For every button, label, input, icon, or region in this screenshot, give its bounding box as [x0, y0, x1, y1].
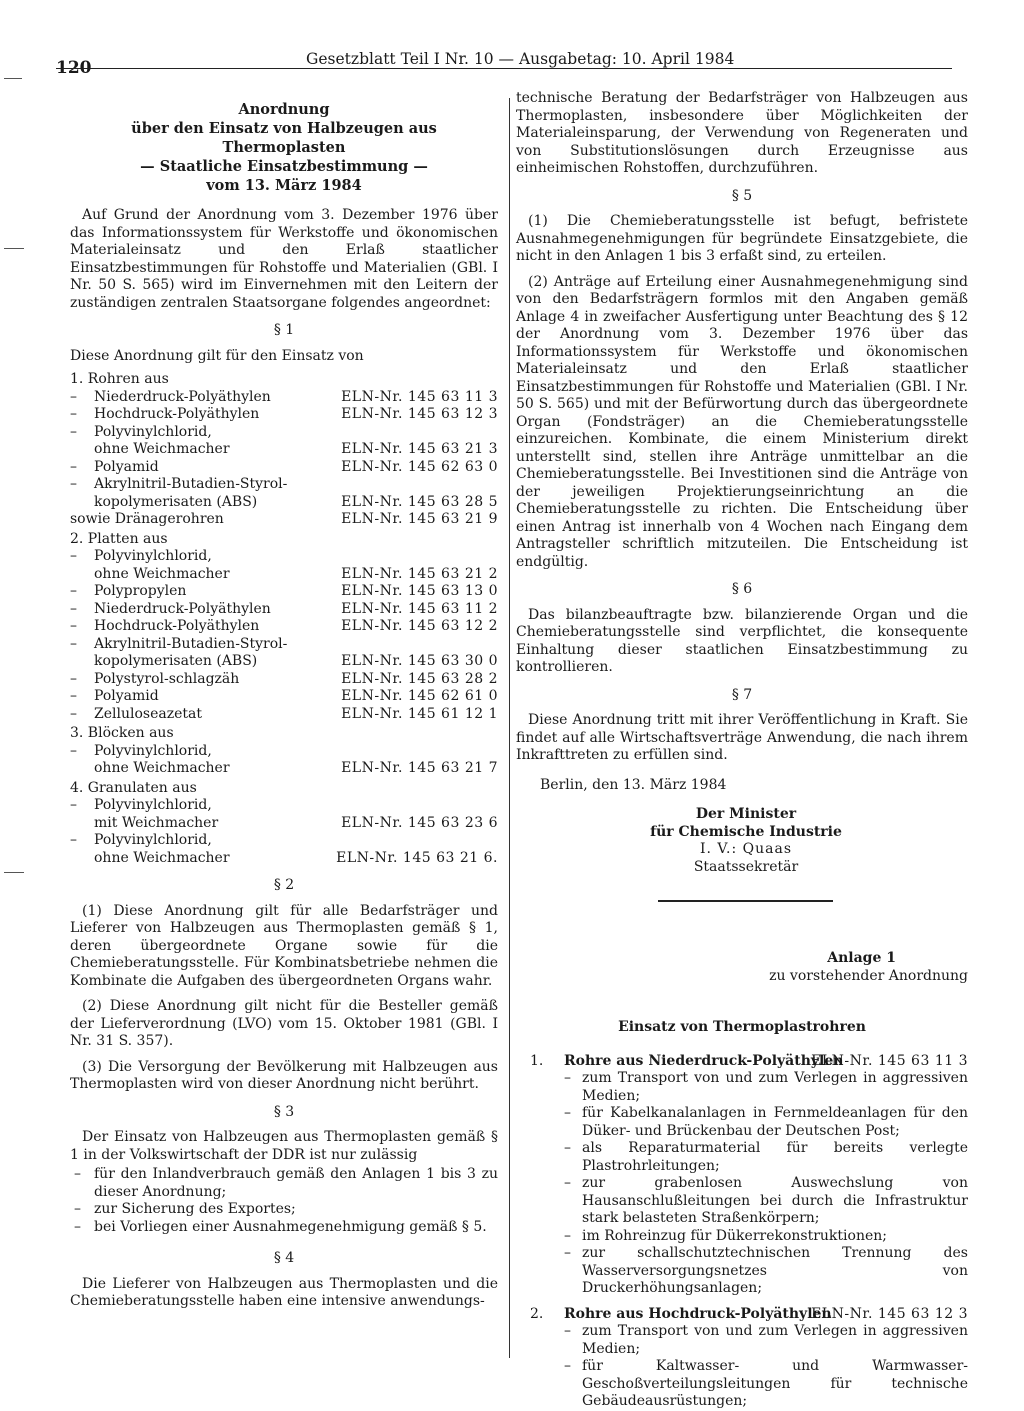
signatory-ministry: für Chemische Industrie: [650, 823, 842, 840]
section-2-paragraph-3: (3) Die Versorgung der Bevölkerung mit Halbzeugen aus Thermoplasten wird von dieser Anordnung nicht berührt.: [70, 1058, 498, 1092]
group-heading: 3. Blöcken aus: [70, 725, 174, 741]
material-name: – Polystyrol-schlagzäh: [70, 671, 498, 689]
eln-number: ELN-Nr. 145 63 21 2: [341, 565, 498, 582]
list-item: – für den Inlandverbrauch gemäß den Anlagen 1 bis 3 zu dieser Anordnung;: [70, 1166, 498, 1201]
section-7-paragraph: Diese Anordnung tritt mit ihrer Veröffentlichung in Kraft. Sie findet auf alle Wirtschaftsverträge Anwendung, die nach ihrem Inkrafttreten zu erfüllen sind.: [516, 712, 968, 763]
material-row: [70, 389, 498, 407]
eln-number: ELN-Nr. 145 63 21 7: [341, 760, 498, 776]
eln-number: ELN-Nr. 145 61 12 1: [341, 705, 498, 722]
signatory-role: Staatssekretär: [693, 858, 799, 875]
signature-rule: [658, 900, 833, 902]
material-name: – Niederdruck-Polyäthylen: [70, 601, 498, 619]
eln-number: ELN-Nr. 145 63 21 6.: [336, 849, 498, 866]
list-item: – zur Sicherung des Exportes;: [70, 1201, 498, 1219]
section-5-paragraph-1: (1) Die Chemieberatungsstelle ist befugt, befristete Ausnahmegenehmigungen für begründete Einsatzgebiete, die nicht in den Anlagen 1 bis 3 erfaßt sind, zu erteilen.: [516, 213, 968, 264]
section-heading: § 5: [731, 187, 753, 204]
header-rule: [56, 68, 952, 69]
margin-mark: [4, 78, 22, 79]
material-name: – Hochdruck-Polyäthylen: [70, 406, 498, 424]
eln-number: ELN-Nr. 145 63 11 3: [341, 388, 498, 405]
item-eln: ELN-Nr. 145 63 11 3: [811, 1052, 968, 1069]
annex-item-1: [516, 1053, 968, 1071]
material-row: [70, 832, 498, 867]
section-heading: § 7: [731, 686, 753, 703]
material-name-cont: ohne Weichmacher: [94, 441, 230, 457]
material-name: – Polyvinylchlorid,: [70, 797, 498, 815]
material-name: – Polyvinylchlorid,: [70, 424, 498, 442]
material-row: [70, 688, 498, 706]
margin-mark: [4, 872, 24, 873]
material-name-cont: kopolymerisaten (ABS): [94, 653, 258, 669]
section-3-lead: Der Einsatz von Halbzeugen aus Thermoplasten gemäß § 1 in der Volkswirtschaft der DDR ist nur zulässig: [70, 1129, 498, 1163]
material-row: [70, 671, 498, 689]
section-1-lead: Diese Anordnung gilt für den Einsatz von: [70, 347, 364, 364]
material-row: [70, 797, 498, 832]
title-line: vom 13. März 1984: [206, 177, 362, 194]
list-item: – zum Transport von und zum Verlegen in aggressiven Medien;: [516, 1323, 968, 1358]
material-row: [70, 601, 498, 619]
material-name-cont: kopolymerisaten (ABS): [94, 493, 258, 510]
list-item: – bei Vorliegen einer Ausnahmegenehmigung gemäß § 5.: [70, 1219, 498, 1237]
material-name-cont: mit Weichmacher: [94, 814, 219, 831]
material-row: [70, 636, 498, 671]
material-row: [70, 511, 498, 529]
material-list: [70, 371, 498, 867]
place-date: Berlin, den 13. März 1984: [540, 776, 727, 793]
section-heading: § 1: [273, 322, 295, 338]
eln-number: ELN-Nr. 145 62 61 0: [341, 688, 498, 704]
material-row: [70, 706, 498, 724]
material-name: – Polyvinylchlorid,: [70, 548, 498, 566]
annex-heading: Einsatz von Thermoplastrohren: [618, 1019, 866, 1035]
material-row: [70, 618, 498, 636]
list-item: – zur schallschutztechnischen Trennung des Wasserversorgungsnetzes von Druckerhöhungsanlagen;: [516, 1245, 968, 1298]
material-name-cont: ohne Weichmacher: [94, 849, 230, 866]
material-name-cont: ohne Weichmacher: [94, 565, 230, 582]
eln-number: ELN-Nr. 145 63 21 3: [341, 441, 498, 457]
section-heading: § 2: [273, 877, 295, 893]
list-item: – für Kaltwasser- und Warmwasser-Geschoßverteilungsleitungen für technische Gebäudeausrüstungen;: [516, 1358, 968, 1411]
annex-subtitle: zu vorstehender Anordnung: [769, 967, 968, 984]
title-line: — Staatliche Einsatzbestimmung —: [140, 158, 428, 175]
list-item: – im Rohreinzug für Dükerrekonstruktionen;: [516, 1228, 968, 1246]
material-name: – Polyamid: [70, 459, 498, 477]
material-row: [70, 583, 498, 601]
left-column: [70, 100, 498, 1319]
annex-item-2: [516, 1306, 968, 1324]
material-row: [70, 424, 498, 459]
material-row: [70, 476, 498, 511]
material-name-cont: ohne Weichmacher: [94, 760, 230, 776]
title-line: Anordnung: [238, 101, 330, 118]
material-name: – Polyamid: [70, 688, 498, 706]
eln-number: ELN-Nr. 145 62 63 0: [341, 458, 498, 475]
material-name: – Polypropylen: [70, 583, 498, 601]
eln-number: ELN-Nr. 145 63 28 5: [341, 493, 498, 510]
list-item: – als Reparaturmaterial für bereits verlegte Plastrohrleitungen;: [516, 1140, 968, 1175]
material-row: [70, 548, 498, 583]
signatory-name: I. V.: Quaas: [699, 841, 793, 857]
ordinance-title: [70, 100, 498, 195]
item-number: 1.: [530, 1052, 544, 1069]
eln-number: ELN-Nr. 145 63 28 2: [341, 670, 498, 687]
material-name: sowie Dränagerohren: [70, 511, 224, 527]
material-row: [70, 406, 498, 424]
page-number: 120: [56, 58, 92, 78]
eln-number: ELN-Nr. 145 63 13 0: [341, 583, 498, 599]
list-item: – zum Transport von und zum Verlegen in aggressiven Medien;: [516, 1070, 968, 1105]
section-heading: § 6: [731, 581, 753, 597]
signatory-title: Der Minister: [695, 806, 797, 822]
material-row: [70, 743, 498, 778]
annex-title: Anlage 1: [827, 950, 896, 966]
eln-number: ELN-Nr. 145 63 11 2: [341, 600, 498, 617]
eln-number: ELN-Nr. 145 63 12 3: [341, 406, 498, 422]
material-name: – Zelluloseazetat: [70, 706, 498, 724]
gazette-header: Gesetzblatt Teil I Nr. 10 — Ausgabetag: 10. April 1984: [306, 50, 735, 68]
group-heading: 2. Platten aus: [70, 530, 168, 547]
eln-number: ELN-Nr. 145 63 21 9: [341, 511, 498, 527]
eln-number: ELN-Nr. 145 63 30 0: [341, 653, 498, 669]
material-name: – Polyvinylchlorid,: [70, 743, 498, 761]
intro-paragraph: Auf Grund der Anordnung vom 3. Dezember 1976 über das Informationssystem für Werkstoffe und ökonomischen Materialeinsatz und den Erlaß staatlicher Einsatzbestimmungen für Rohstoffe und Materialien (GBl. I Nr. 50 S. 565) wird im Einvernehmen mit den Leitern der zuständigen zentralen Staatsorgane folgendes angeordnet:: [70, 207, 498, 311]
material-name: – Niederdruck-Polyäthylen: [70, 389, 498, 407]
material-name: – Akrylnitril-Butadien-Styrol-: [70, 476, 498, 494]
item-eln: ELN-Nr. 145 63 12 3: [811, 1305, 968, 1322]
margin-mark: [4, 248, 24, 249]
section-2-paragraph-2: (2) Diese Anordnung gilt nicht für die Besteller gemäß der Lieferverordnung (LVO) vom 15. Oktober 1981 (GBl. I Nr. 31 S. 357).: [70, 998, 498, 1049]
section-heading: § 3: [273, 1103, 295, 1120]
section-6-paragraph: Das bilanzbeauftragte bzw. bilanzierende Organ und die Chemieberatungsstelle sind verpflichtet, die konsequente Einhaltung dieser staatlichen Einsatzbestimmung zu kontrollieren.: [516, 606, 968, 675]
list-item: – zur grabenlosen Auswechslung von Hausanschlußleitungen bei durch die Infrastruktur stark belasteten Straßenkörpern;: [516, 1175, 968, 1228]
item-title: Rohre aus Niederdruck-Polyäthylen: [564, 1052, 844, 1069]
material-name: – Hochdruck-Polyäthylen: [70, 618, 498, 636]
section-4-paragraph: Die Lieferer von Halbzeugen aus Thermoplasten und die Chemieberatungsstelle haben eine intensive anwendungs-: [70, 1275, 498, 1309]
right-column: [516, 90, 968, 1411]
column-divider: [509, 98, 510, 1358]
group-heading: 4. Granulaten aus: [70, 779, 197, 796]
title-line: über den Einsatz von Halbzeugen aus Thermoplasten: [131, 120, 437, 156]
material-name: – Akrylnitril-Butadien-Styrol-: [70, 636, 498, 654]
section-2-paragraph-1: (1) Diese Anordnung gilt für alle Bedarfsträger und Lieferer von Halbzeugen aus Thermoplasten gemäß § 1, deren übergeordnete Organe sowie für die Chemieberatungsstelle. Für Kombinatsbetriebe nehmen die Kombinate die Aufgaben des übergeordneten Organs wahr.: [70, 902, 498, 989]
list-item: – für Kabelkanalanlagen in Fernmeldeanlagen für den Düker- und Brückenbau der Deutschen Post;: [516, 1105, 968, 1140]
section-heading: § 4: [273, 1250, 295, 1266]
material-row: [70, 459, 498, 477]
section-4-continuation: technische Beratung der Bedarfsträger von Halbzeugen aus Thermoplasten, insbesondere über Möglichkeiten der Materialeinsparung, der Verwendung von Regeneraten und von Substitutionslösungen durch Erzeugnisse aus einheimischen Rohstoffen, durchzuführen.: [516, 90, 968, 176]
material-name: – Polyvinylchlorid,: [70, 832, 498, 850]
eln-number: ELN-Nr. 145 63 12 2: [341, 618, 498, 634]
eln-number: ELN-Nr. 145 63 23 6: [341, 814, 498, 831]
section-5-paragraph-2: (2) Anträge auf Erteilung einer Ausnahmegenehmigung sind von den Bedarfsträgern formlos mit den Angaben gemäß Anlage 4 in zweifacher Ausfertigung unter Beachtung des § 12 der Anordnung vom 3. Dezember 1976 über das Informationssystem für Werkstoffe und ökonomischen Materialeinsatz und den Erlaß staatlicher Einsatzbestimmungen für Rohstoffe und Materialien (GBl. I Nr. 50 S. 565) und mit der Befürwortung durch das übergeordnete Organ (Fondsträger) an die Chemieberatungsstelle einzureichen. Kombinate, die einem Ministerium direkt unterstellt sind, stellen ihre Anträge unmittelbar an die Chemieberatungsstelle. Bei Investitionen sind die Anträge von der jeweiligen Projektierungseinrichtung an die Chemieberatungsstelle zu richten. Die Entscheidung über einen Antrag ist innerhalb von 4 Wochen nach Eingang dem Antragsteller schriftlich mitzuteilen. Die Entscheidung ist endgültig.: [516, 273, 968, 570]
group-heading: 1. Rohren aus: [70, 371, 169, 387]
item-title: Rohre aus Hochdruck-Polyäthylen: [564, 1305, 832, 1322]
item-number: 2.: [530, 1305, 544, 1322]
